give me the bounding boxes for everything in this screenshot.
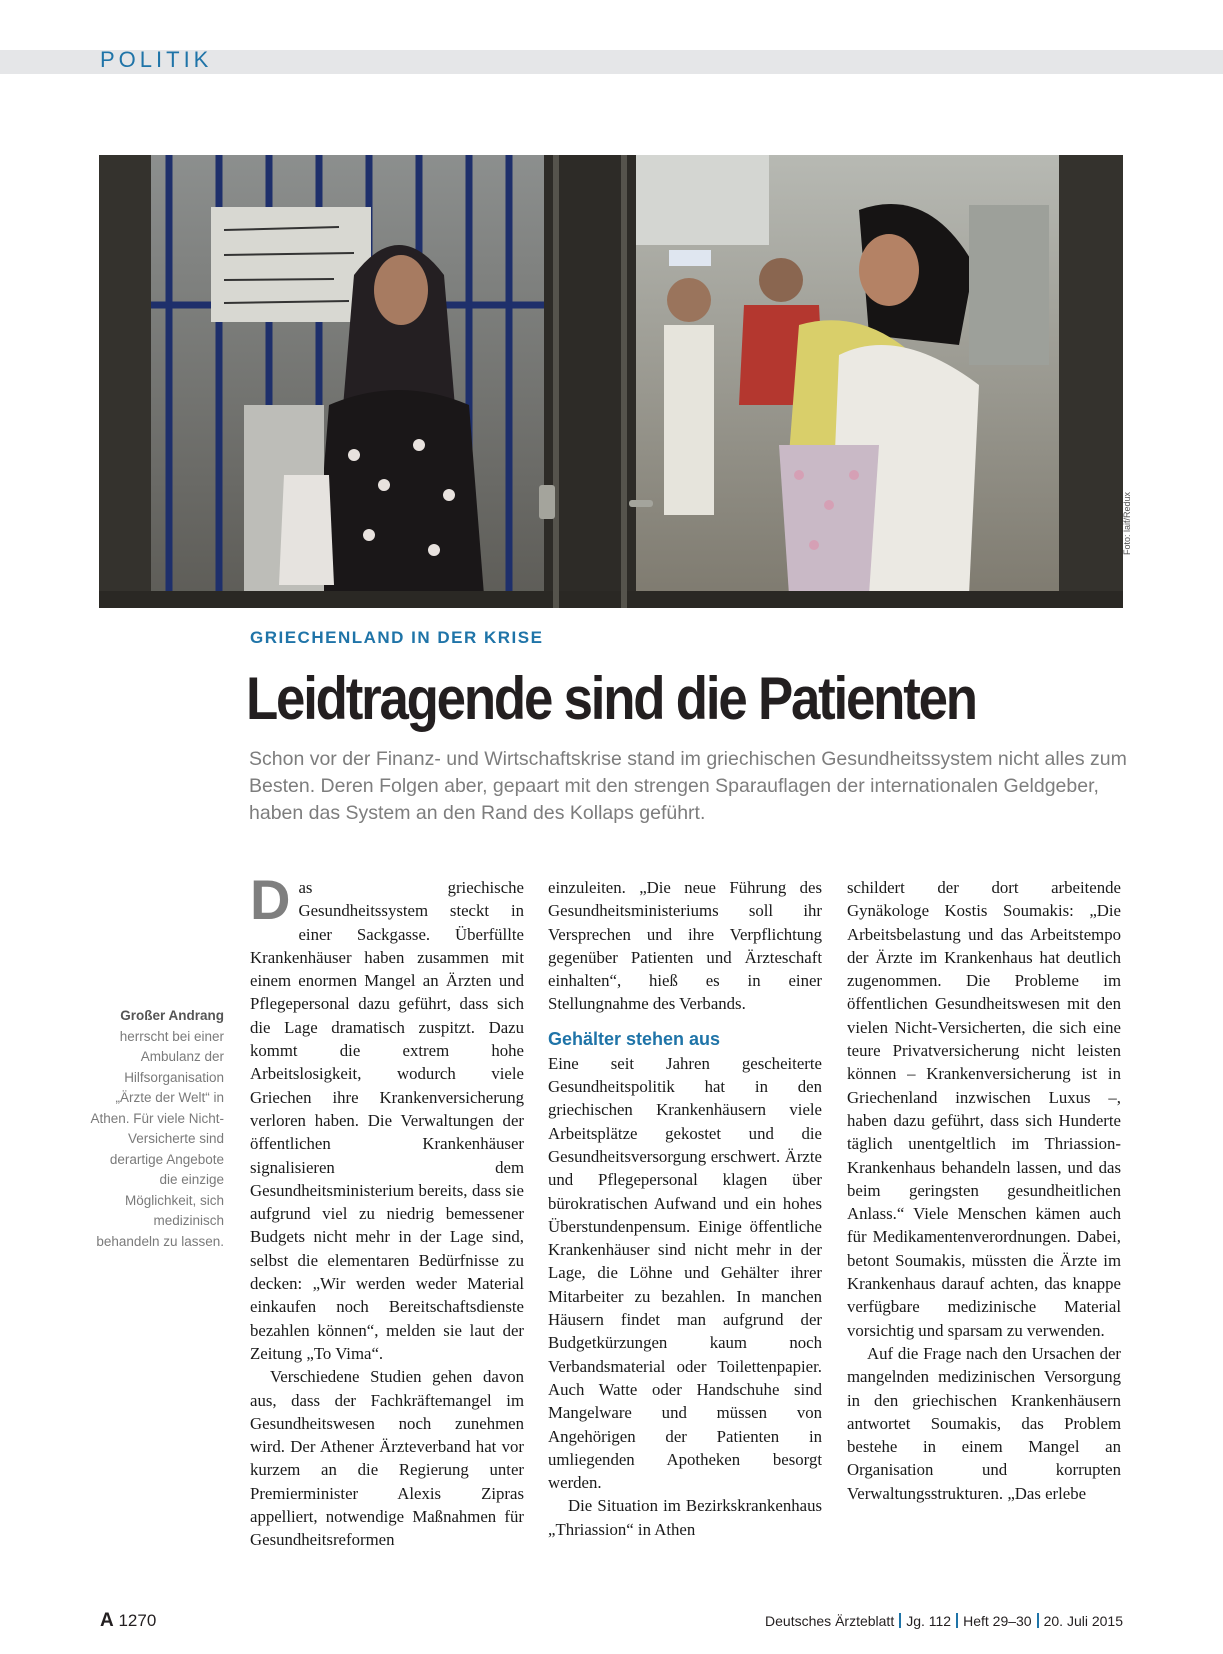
column-paragraph: Eine seit Jahren gescheiterte Gesundheitspolitik hat in den griechischen Krankenhäusern viele Arbeitsplätze gekostet und die Gesundheitsversorgung erschwert. Ärzte und Pflegepersonal klagen über bürokratischen Aufwand und ein hohes Überstundenpensum. Einige öffentliche Krankenhäuser sind nicht mehr in der Lage, die Löhne und Gehälter ihrer Mitarbeiter zu bezahlen. In manchen Häusern findet man aufgrund der Budgetkürzungen kaum noch Verbandsmaterial oder Toilettenpapier. Auch Watte oder Handschuhe sind Mangelware und müssen von Angehörigen der Patienten in umliegenden Apotheken besorgt werden. [548,1053,822,1493]
article-kicker: GRIECHENLAND IN DER KRISE [250,628,544,647]
column-paragraph: schildert der dort arbeitende Gynäkologe Kostis Soumakis: „Die Arbeitsbelastung und das Arbeitstempo der Ärzte im Krankenhaus hat deutlich zugenommen. Die Probleme im öffentlichen Gesundheitswesen mit den vielen Nicht-Versicherten, die sich eine teure Privatversicherung nicht leisten können – Krankenversicherung ist in Griechenland inzwischen Luxus –, haben dazu geführt, dass sich Hunderte täglich unentgeltlich im Thriassion-Krankenhaus behandeln lassen, und das beim geringsten gesundheitlichen Anlass.“ Viele Menschen kämen auch für Medikamentenverordnungen. Dabei, betont Soumakis, müssten die Ärzte im Krankenhaus darauf achten, das knappe verfügbare medizinische Material vorsichtig und sparsam zu verwenden. [847,878,1121,1340]
photo-caption [90,1006,224,1252]
article-headline: Leidtragende sind die Patienten [246,665,976,732]
article-photo [99,155,1123,608]
photo-credit: Foto: laif/Redux [1122,491,1132,555]
journal-issue: Heft 29–30 [963,1613,1032,1629]
footer-separator [956,1613,958,1628]
section-label: POLITIK [100,47,213,72]
page-number-value: 1270 [118,1611,157,1630]
journal-footer [765,1613,1123,1629]
journal-date: 20. Juli 2015 [1043,1613,1123,1629]
article-subhead: Gehälter stehen aus [548,1028,721,1049]
article-lead: Schon vor der Finanz- und Wirtschaftskrise stand im griechischen Gesundheitssystem nicht alles zum Besten. Deren Folgen aber, gepaart mit den strengen Sparauflagen der internationalen Geldgeber, haben das System an den Rand des Kollaps geführt. [249,748,1127,824]
article-column-1 [250,868,524,1552]
column-paragraph: einzuleiten. „Die neue Führung des Gesundheitsministeriums soll ihr Versprechen und ihre Verpflichtung gegenüber Patienten und Ärzteschaft einhalten“, hieß es in einer Stellungnahme des Verbands. [548,878,822,1014]
column-paragraph: Auf die Frage nach den Ursachen der mangelnden medizinischen Versorgung in den griechischen Krankenhäusern antwortet Soumakis, das Problem bestehe in einem Mangel an Organisation und korrupten Verwaltungsstrukturen. „Das erlebe [847,1343,1121,1503]
caption-title: Großer Andrang [120,1008,224,1023]
journal-volume: Jg. 112 [906,1613,952,1629]
article-column-2 [548,876,822,1541]
column-paragraph: Die Situation im Bezirkskrankenhaus „Thriassion“ in Athen [548,1496,822,1539]
column-paragraph [250,868,524,1365]
photo-illustration [99,155,1123,608]
page-number [100,1610,156,1632]
page-prefix: A [100,1610,114,1631]
column-paragraph: Verschiedene Studien gehen davon aus, dass der Fachkräftemangel im Gesundheitswesen noch zunehmen wird. Der Athener Ärzteverband hat vor kurzem an die Regierung unter Premierminister Alexis Zipras appelliert, notwendige Maßnahmen für Gesundheitsreformen [250,1367,524,1550]
caption-text: herrscht bei einer Ambulanz der Hilfsorganisation „Ärzte der Welt“ in Athen. Für viele Nicht-Versicherte sind derartige Angebote die einzige Möglichkeit, sich medizinisch behandeln zu lassen. [90,1028,224,1249]
dropcap: D [250,868,291,931]
article-column-3 [847,876,1121,1505]
footer-separator [1037,1613,1039,1628]
journal-name: Deutsches Ärzteblatt [765,1613,895,1629]
footer-separator [899,1613,901,1628]
paragraph-text: as griechische Gesundheitssystem steckt in einer Sackgasse. Überfüllte Krankenhäuser haben zusammen mit einem enormen Mangel an Ärzten und Pflegepersonal dazu geführt, dass sich die Lage dramatisch zuspitzt. Dazu kommt die extrem hohe Arbeitslosigkeit, wodurch viele Griechen ihre Krankenversicherung verloren haben. Die Verwaltungen der öffentlichen Krankenhäuser signalisieren dem Gesundheitsministerium bereits, dass sie aufgrund viel zu niedrig bemessener Budgets nicht mehr in der Lage sind, selbst die elementaren Bedürfnisse zu decken: „Wir werden weder Material einkaufen noch Bereitschaftsdienste bezahlen können“, melden sie laut der Zeitung „To Vima“. [250,878,524,1363]
